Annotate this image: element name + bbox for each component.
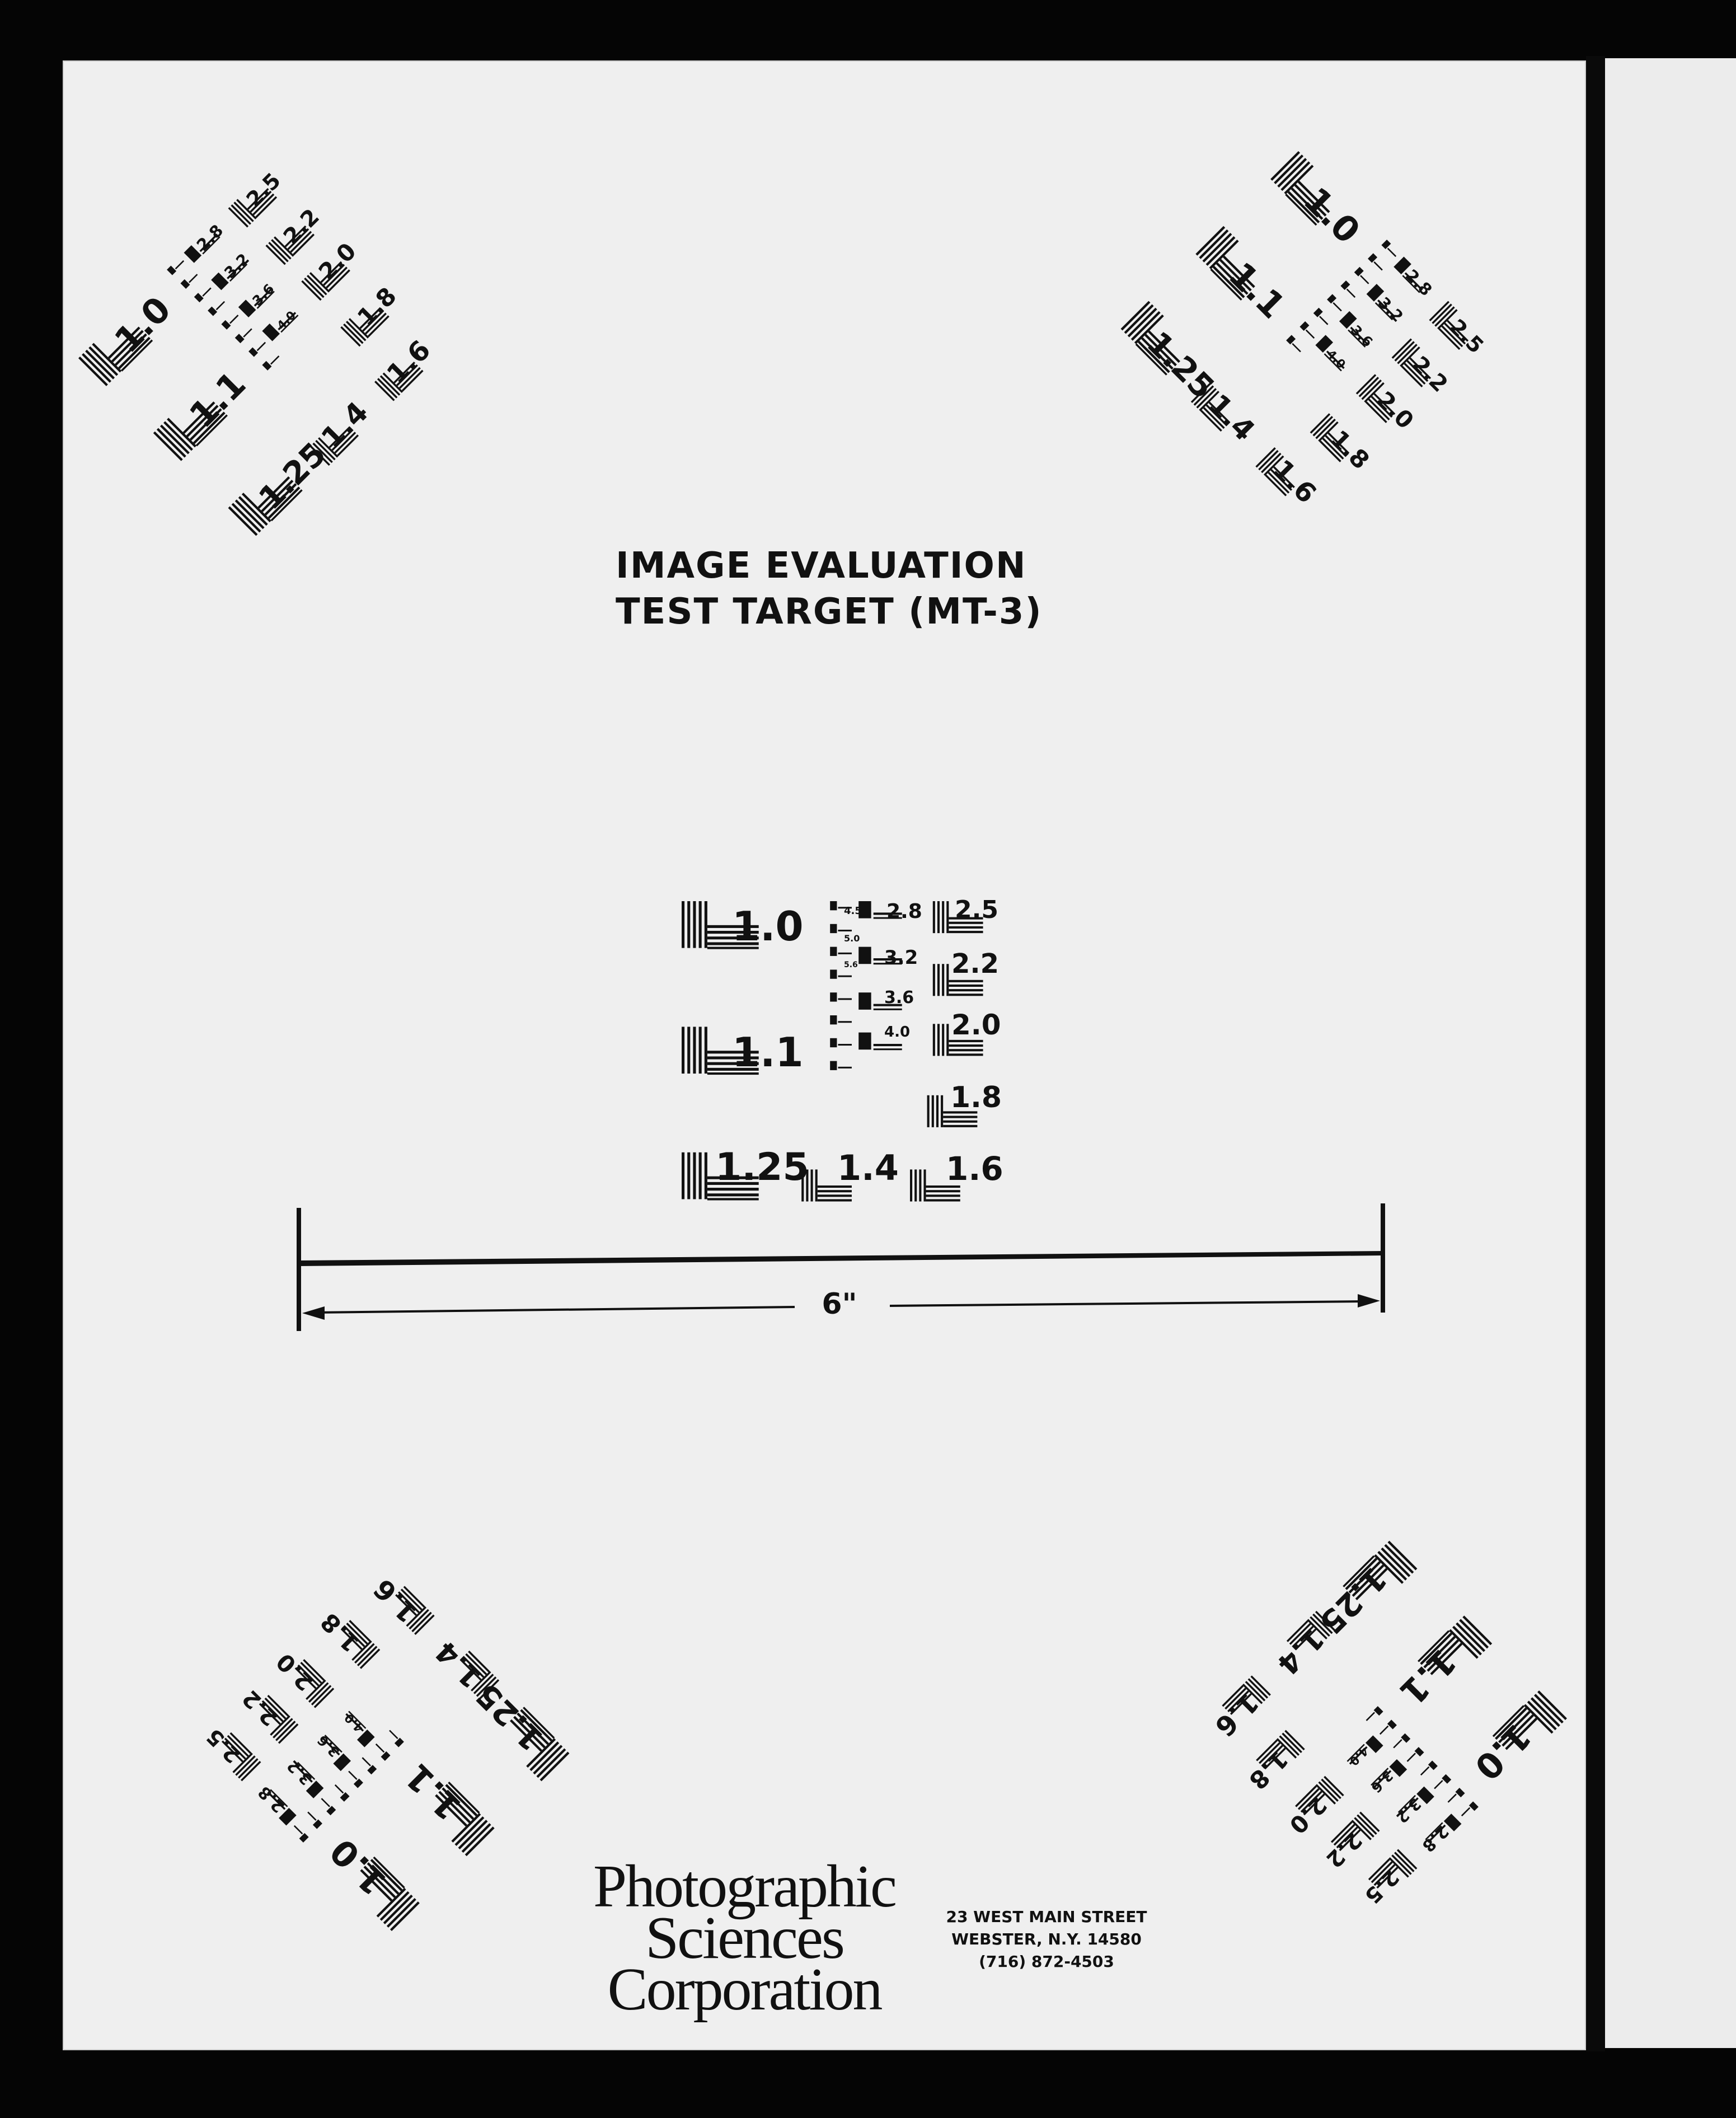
svg-text:2.8: 2.8 [254, 1782, 289, 1817]
svg-text:4.0: 4.0 [1324, 347, 1349, 372]
svg-text:3.6: 3.6 [249, 280, 278, 309]
svg-text:1.4: 1.4 [1201, 387, 1261, 448]
svg-text:1.25: 1.25 [1139, 324, 1222, 406]
center-label-1-4: 1.4 [837, 1147, 899, 1188]
svg-text:2.8: 2.8 [193, 221, 227, 255]
svg-text:1.8: 1.8 [315, 1607, 366, 1657]
center-label-1-8: 1.8 [950, 1081, 1002, 1114]
svg-text:1.25: 1.25 [251, 435, 334, 517]
center-label-5-6: 5.6 [844, 960, 858, 969]
corner-target-bottom-right [1195, 1539, 1568, 1912]
center-label-1-25: 1.25 [715, 1145, 809, 1189]
svg-text:4.0: 4.0 [274, 308, 299, 332]
svg-text:3.2: 3.2 [220, 250, 253, 282]
center-label-5-0: 5.0 [844, 933, 860, 944]
svg-text:1.25: 1.25 [468, 1676, 551, 1758]
center-label-1-0: 1.0 [732, 903, 804, 950]
center-label-4-5: 4.5 [844, 905, 862, 917]
center-label-1-6: 1.6 [946, 1150, 1003, 1188]
scale-length-label: 6" [822, 1287, 857, 1321]
svg-text:2.2: 2.2 [278, 204, 325, 250]
svg-text:2.0: 2.0 [271, 1648, 320, 1696]
svg-text:2.2: 2.2 [1321, 1826, 1367, 1873]
svg-text:2.0: 2.0 [1284, 1791, 1332, 1839]
svg-text:1.25: 1.25 [1312, 1559, 1394, 1642]
center-label-2-5: 2.5 [955, 896, 998, 924]
svg-text:1.0: 1.0 [322, 1830, 395, 1903]
center-label-2-0: 2.0 [951, 1009, 1001, 1041]
company-logo [588, 1853, 901, 2023]
title-line-2: TEST TARGET (MT-3) [616, 591, 1043, 632]
svg-text:1.1: 1.1 [181, 363, 254, 436]
center-label-2-2: 2.2 [951, 948, 1000, 980]
center-label-4-0: 4.0 [884, 1024, 911, 1041]
svg-text:4.0: 4.0 [341, 1711, 366, 1735]
svg-text:1.8: 1.8 [1324, 425, 1375, 475]
center-label-2-8: 2.8 [886, 900, 922, 923]
svg-text:1.4: 1.4 [429, 1634, 489, 1695]
company-address [929, 1906, 1164, 1973]
address-phone: (716) 872-4503 [979, 1952, 1114, 1971]
center-label-3-6: 3.6 [884, 988, 914, 1008]
svg-text:2.5: 2.5 [241, 168, 285, 212]
corner-target-top-right [1119, 150, 1492, 523]
svg-text:2.5: 2.5 [1360, 1864, 1404, 1909]
svg-text:2.8: 2.8 [1418, 1821, 1453, 1856]
center-label-3-2: 3.2 [884, 946, 918, 969]
svg-text:1.1: 1.1 [397, 1755, 470, 1828]
logo-line-2: Sciences [645, 1905, 843, 1971]
center-label-1-1: 1.1 [732, 1029, 804, 1076]
svg-text:1.4: 1.4 [1270, 1621, 1331, 1681]
svg-text:3.2: 3.2 [283, 1756, 316, 1789]
svg-text:3.2: 3.2 [1392, 1794, 1425, 1827]
svg-text:2.0: 2.0 [313, 237, 362, 286]
svg-text:1.8: 1.8 [352, 282, 402, 332]
svg-text:2.2: 2.2 [1406, 351, 1453, 397]
svg-text:1.4: 1.4 [315, 395, 375, 456]
svg-text:3.6: 3.6 [1348, 322, 1376, 350]
corner-target-top-left [77, 165, 450, 537]
svg-text:1.1: 1.1 [1391, 1641, 1464, 1713]
svg-text:1.0: 1.0 [1466, 1716, 1539, 1788]
address-city: WEBSTER, N.Y. 14580 [951, 1930, 1142, 1948]
target-title [616, 543, 1119, 635]
svg-text:1.6: 1.6 [1266, 453, 1322, 510]
svg-text:1.0: 1.0 [106, 289, 179, 361]
svg-text:3.6: 3.6 [314, 1732, 342, 1760]
svg-text:2.5: 2.5 [201, 1724, 246, 1768]
svg-text:1.1: 1.1 [1221, 254, 1293, 327]
svg-text:2.8: 2.8 [1401, 265, 1436, 300]
svg-text:1.6: 1.6 [1208, 1686, 1265, 1742]
address-street: 23 WEST MAIN STREET [946, 1908, 1147, 1926]
svg-text:1.0: 1.0 [1296, 179, 1368, 252]
logo-line-3: Corporation [607, 1956, 881, 2023]
svg-text:1.6: 1.6 [368, 1572, 424, 1629]
svg-text:2.0: 2.0 [1371, 386, 1419, 434]
svg-text:4.0: 4.0 [1346, 1744, 1371, 1769]
svg-text:1.6: 1.6 [381, 334, 437, 391]
svg-text:2.5: 2.5 [1444, 314, 1489, 358]
svg-text:2.2: 2.2 [237, 1685, 284, 1731]
title-line-1: IMAGE EVALUATION [616, 545, 1027, 587]
corner-target-bottom-left [198, 1559, 571, 1932]
svg-text:3.6: 3.6 [1368, 1768, 1396, 1796]
svg-text:3.2: 3.2 [1374, 293, 1407, 326]
svg-text:1.8: 1.8 [1243, 1744, 1293, 1795]
logo-line-1: Photographic [593, 1853, 895, 1920]
